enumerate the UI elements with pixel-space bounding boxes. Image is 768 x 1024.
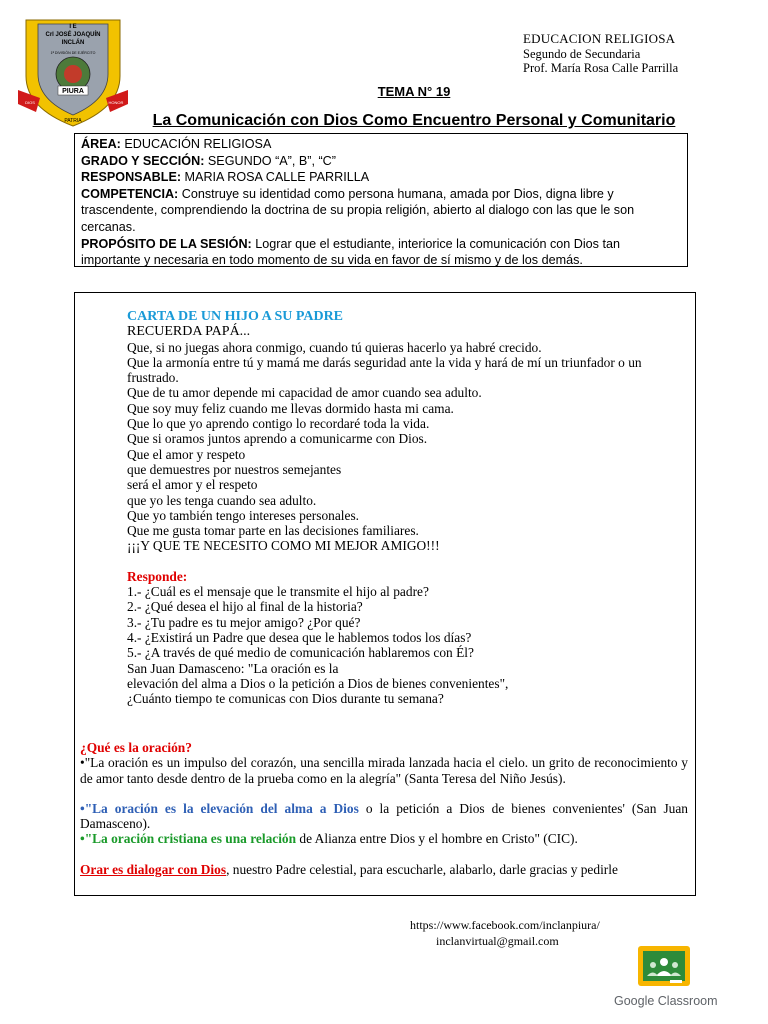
grado-label: GRADO Y SECCIÓN: [81,153,205,168]
quote3-bold: •"La oración cristiana es una relación [80,831,297,847]
question-item: San Juan Damasceno: "La oración es la [127,660,339,676]
question-item: elevación del alma a Dios o la petición a Dios de bienes convenientes", [127,675,509,691]
letter-line: Que de tu amor depende mi capacidad de amor cuando sea adulto. [127,385,482,401]
classroom-board-icon [636,944,692,992]
resp-label: RESPONSABLE: [81,170,182,185]
letter-line: Que el amor y respeto [127,446,246,462]
page-title: La Comunicación con Dios Como Encuentro Personal y Comunitario [152,112,676,129]
facebook-link[interactable]: https://www.facebook.com/inclanpiura/ [410,918,600,932]
letter-lines [127,340,687,554]
orar-rest: , nuestro Padre celestial, para escucharle, alabarlo, darle gracias y pedirle [226,861,618,877]
prop-label: PROPÓSITO DE LA SESIÓN: [81,236,252,251]
question-item: ¿Cuánto tiempo te comunicas con Dios durante tu semana? [127,691,444,707]
letter-line: será el amor y el respeto [127,477,258,493]
letter-title: CARTA DE UN HIJO A SU PADRE [127,309,344,324]
course-name: EDUCACION RELIGIOSA [523,31,676,46]
crest-city: PIURA [62,88,84,95]
crest-arc: 1ª DIVISIÓN DE EJÉRCITO [50,51,96,55]
area-value: EDUCACIÓN RELIGIOSA [120,137,272,151]
question-item: 1.- ¿Cuál es el mensaje que le transmite el hijo al padre? [127,584,429,600]
content-box [74,292,696,896]
comp-label: COMPETENCIA: [81,186,179,201]
crest-left-ribbon: DIOS [25,100,35,105]
header-info [523,32,678,76]
letter-subtitle: RECUERDA PAPÁ... [127,324,251,340]
letter-line: Que yo también tengo intereses personales. [127,507,360,523]
oracion-quote-1: •"La oración es un impulso del corazón, una sencilla mirada lanzada hacia el cielo. un grito de reconocimiento y de amor tanto desde dentro de la prueba como en la alegría" (Santa Teresa del Niño Jesús). [80,755,688,786]
prop-row [81,236,681,269]
crest-right-ribbon: HONOR [108,100,124,105]
responde-label: Responde: [127,568,188,584]
tema-number: TEMA N° 19 [377,84,451,99]
question-item: 4.- ¿Existirá un Padre que desea que le hablemos todos los días? [127,629,472,645]
google-classroom-label: Google Classroom [614,994,718,1008]
crest-line3: INCLÁN [61,40,85,46]
area-label: ÁREA: [81,137,121,151]
resp-row [81,169,681,186]
footer-links [410,918,600,949]
area-row [81,136,681,153]
grade-name: Segundo de Secundaria [523,46,641,61]
letter-line: que demuestres por nuestros semejantes [127,461,342,477]
letter-section [127,309,687,706]
oracion-quote-2 [80,801,688,832]
comp-row [81,186,681,236]
letter-line: Que, si no juegas ahora conmigo, cuando tú quieras hacerlo ya habré crecido. [127,339,542,355]
prop-value: Lograr que el estudiante, interiorice la comunicación con Dios tan importante y necesaria en todo momento de su vida en favor de sí mismo y de los demás. [81,236,620,268]
teacher-name: Prof. María Rosa Calle Parrilla [523,61,679,75]
quote2-bold: •"La oración es la elevación del alma a Dios [80,800,359,816]
orar-paragraph [80,862,688,877]
oracion-section [80,740,688,877]
letter-line: Que si oramos juntos aprendo a comunicarme con Dios. [127,431,428,447]
grado-value: SEGUNDO “A”, B”, “C” [204,153,336,168]
crest-line1: I E [69,24,77,30]
quote3-rest: de Alianza entre Dios y el hombre en Cristo" (CIC). [296,831,578,847]
letter-line: Que la armonía entre tú y mamá me darás seguridad ante la vida y hará de mí un triunfador o un frustrado. [127,354,642,386]
letter-line: ¡¡¡Y QUE TE NECESITO COMO MI MEJOR AMIGO!!! [127,538,440,554]
question-list [127,584,687,706]
oracion-heading: ¿Qué es la oración? [80,740,192,755]
grado-row [81,153,681,170]
question-item: 5.- ¿A través de qué medio de comunicación hablaremos con Él? [127,645,474,661]
letter-line: que yo les tenga cuando sea adulto. [127,492,317,508]
resp-value: MARIA ROSA CALLE PARRILLA [181,170,370,185]
letter-line: Que lo que yo aprendo contigo lo recordaré toda la vida. [127,416,430,432]
orar-bold: Orar es dialogar con Dios [80,861,227,877]
crest-bottom: PATRIA [64,118,82,124]
quote2-rest: o la petición a Dios de bienes convenientes' (San Juan Damasceno). [80,800,688,832]
comp-value: Construye su identidad como persona humana, amada por Dios, digna libre y trascendente, comprendiendo la doctrina de su propia religión, abierto al dialogo con las que le son cercanas. [81,186,635,234]
question-item: 2.- ¿Qué desea el hijo al final de la historia? [127,599,363,615]
google-classroom-icon [636,944,692,992]
letter-line: Que soy muy feliz cuando me llevas dormido hasta mi cama. [127,400,454,416]
letter-line: Que me gusta tomar parte en las decisiones familiares. [127,523,419,539]
oracion-quote-3 [80,831,688,846]
crest-line2: Crl JOSÉ JOAQUÍN [45,32,101,38]
question-item: 3.- ¿Tu padre es tu mejor amigo? ¿Por qué? [127,614,361,630]
info-box [74,133,688,267]
email-link[interactable]: inclanvirtual@gmail.com [436,933,559,948]
